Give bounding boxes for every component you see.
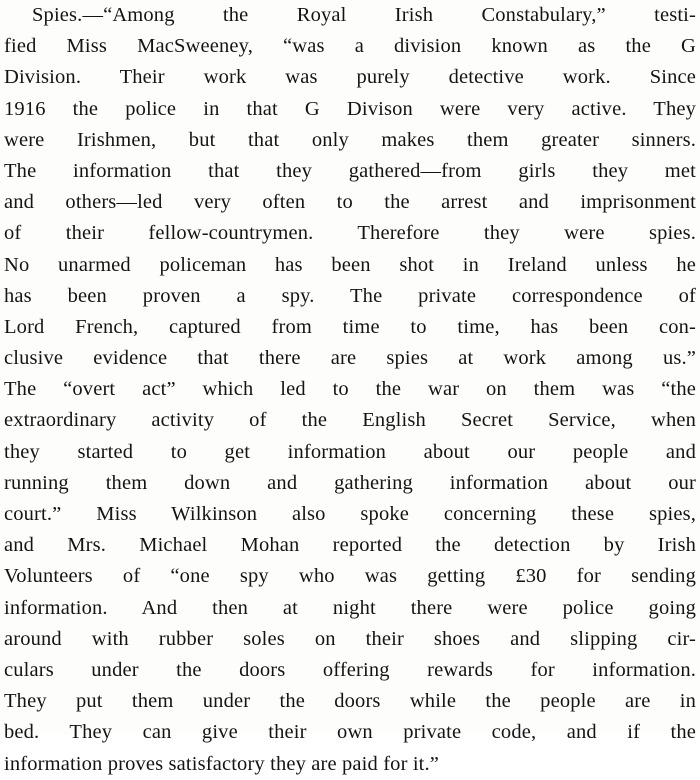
text-line: Lord French, captured from time to time, has been con- xyxy=(4,315,696,338)
text-line: Volunteers of “one spy who was getting £30 for sending xyxy=(4,565,696,588)
text-line: 1916 the police in that G Divison were very active. They xyxy=(4,97,696,120)
text-line: bed. They can give their own private code, and if the xyxy=(4,721,696,744)
text-line: court.” Miss Wilkinson also spoke concerning these spies, xyxy=(4,503,696,525)
text-line: No unarmed policeman has been shot in Ireland unless he xyxy=(4,253,696,276)
text-line: clusive evidence that there are spies at work among us.” xyxy=(4,347,696,370)
text-line: were Irishmen, but that only makes them greater sinners. xyxy=(4,128,696,151)
text-line: has been proven a spy. The private correspondence of xyxy=(4,284,696,307)
text-line: They put them under the doors while the people are in xyxy=(4,690,696,713)
text-line: around with rubber soles on their shoes and slipping cir- xyxy=(4,627,696,650)
text-line: culars under the doors offering rewards for information. xyxy=(4,658,696,681)
text-line: they started to get information about our people and xyxy=(4,440,696,463)
text-line: and others—led very often to the arrest and imprisonment xyxy=(4,191,696,214)
text-line: Division. Their work was purely detective work. Since xyxy=(4,66,696,89)
text-line: running them down and gathering information about our xyxy=(4,471,696,494)
text-line: The “overt act” which led to the war on them was “the xyxy=(4,378,696,401)
text-line: and Mrs. Michael Mohan reported the detection by Irish xyxy=(4,534,696,557)
text-line: information proves satisfactory they are paid for it.” xyxy=(4,752,440,775)
text-line: The information that they gathered—from girls they met xyxy=(4,159,696,182)
text-line: information. And then at night there were police going xyxy=(4,596,696,619)
text-line: Spies.—“Among the Royal Irish Constabulary,” testi- xyxy=(32,4,696,26)
article-column xyxy=(4,0,696,780)
text-line: of their fellow-countrymen. Therefore they were spies. xyxy=(4,222,696,245)
text-line: fied Miss MacSweeney, “was a division known as the G xyxy=(4,35,696,58)
text-line: extraordinary activity of the English Secret Service, when xyxy=(4,409,696,432)
